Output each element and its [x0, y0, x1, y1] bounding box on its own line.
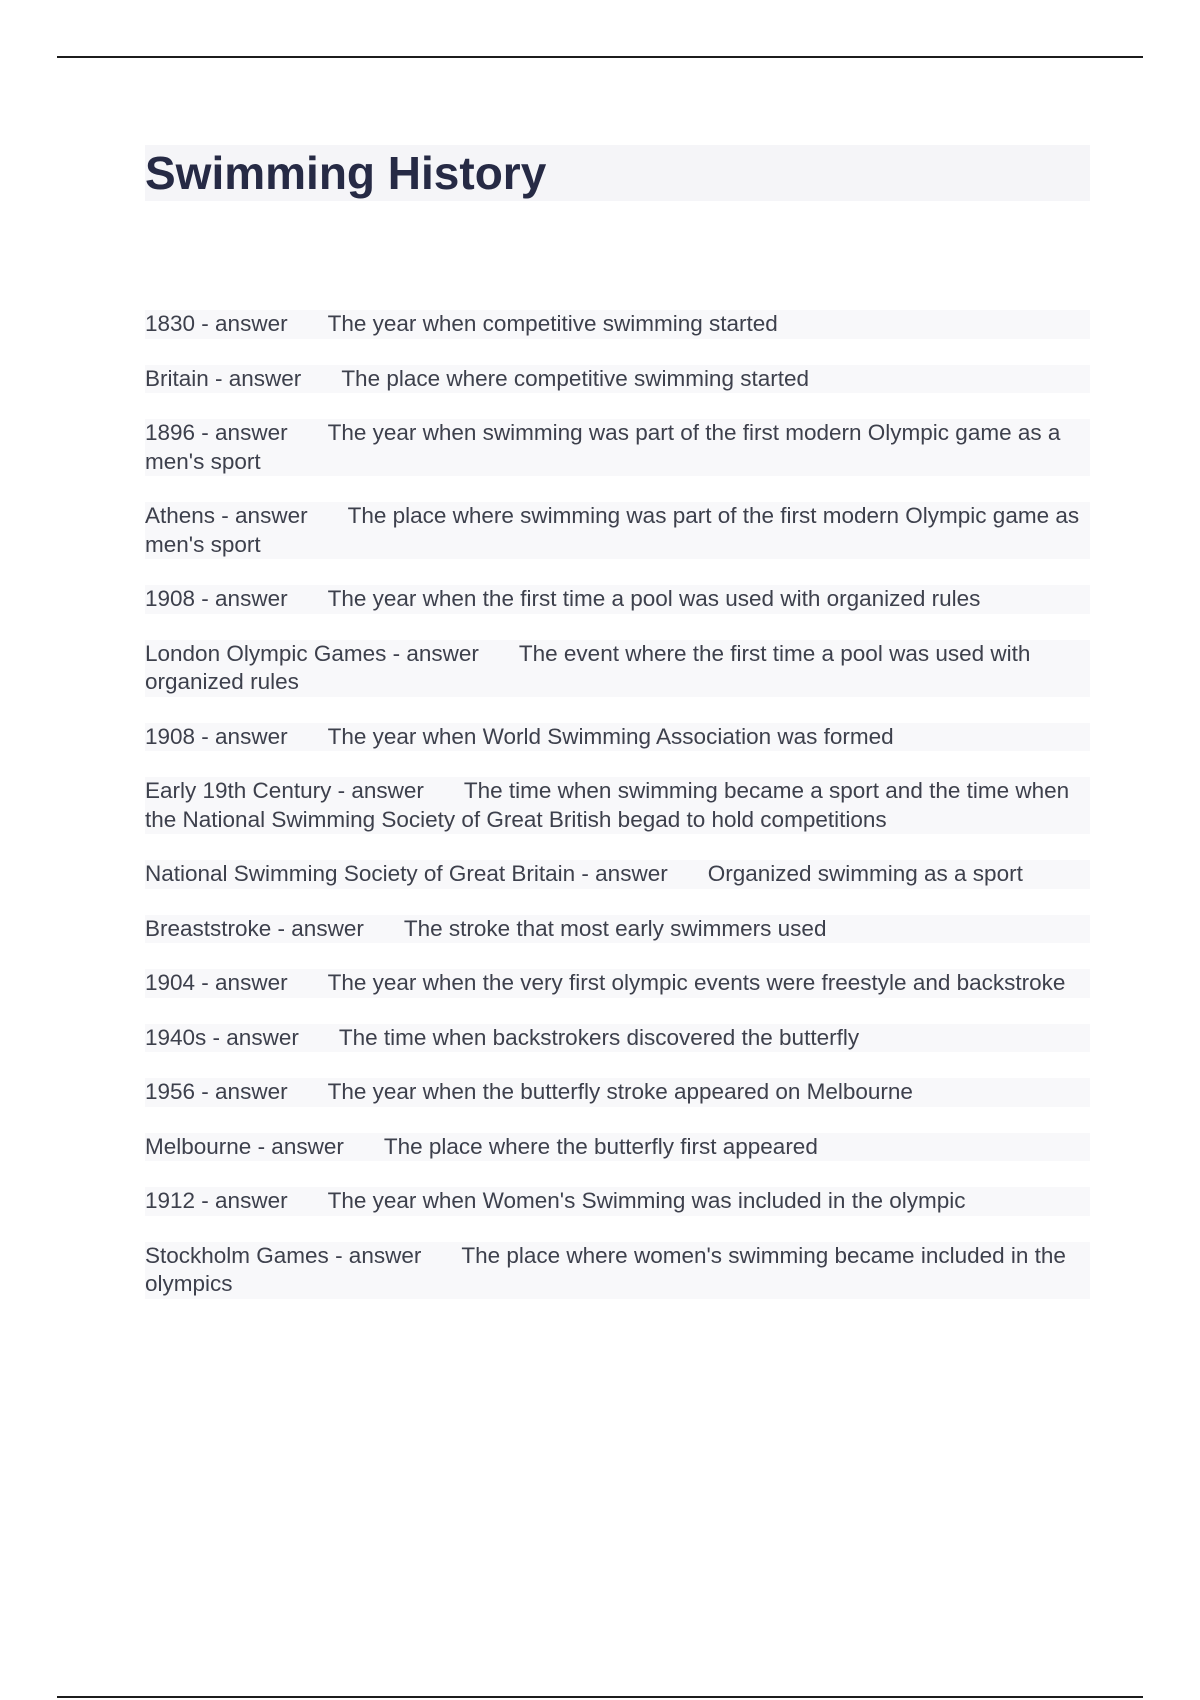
flashcard-definition: Organized swimming as a sport	[707, 861, 1023, 886]
flashcard-definition: The year when World Swimming Association was formed	[327, 723, 894, 749]
top-divider	[57, 56, 1143, 58]
flashcard-definition: The year when the first time a pool was used with organized rules	[327, 586, 981, 611]
page-title: Swimming History	[145, 147, 547, 199]
flashcard-definition: The time when backstrokers discovered the butterfly	[338, 1024, 860, 1050]
flashcard-term: London Olympic Games - answer	[145, 640, 479, 666]
flashcard-term: Athens - answer	[145, 503, 308, 528]
flashcard-definition: The place where swimming was part of the first modern Olympic game as men's sport	[145, 503, 1080, 557]
flashcard-item	[145, 777, 1090, 834]
flashcard-term: 1896 - answer	[145, 420, 288, 445]
flashcard-item	[145, 1133, 1090, 1162]
flashcard-definition: The time when swimming became a sport and the time when the National Swimming Society of Great British begad to hold competitions	[145, 778, 1070, 832]
flashcard-term: Breaststroke - answer	[145, 915, 364, 941]
flashcard-term: Stockholm Games - answer	[145, 1242, 422, 1268]
flashcard-item	[145, 1024, 1090, 1053]
flashcard-definition: The year when the butterfly stroke appeared on Melbourne	[327, 1079, 913, 1104]
flashcard-term: 1956 - answer	[145, 1079, 288, 1104]
flashcard-item	[145, 723, 1090, 752]
flashcard-item	[145, 1078, 1090, 1107]
bottom-divider	[57, 1696, 1143, 1698]
flashcard-definition: The place where women's swimming became included in the olympics	[145, 1242, 1066, 1296]
flashcard-term: 1940s - answer	[145, 1024, 299, 1050]
flashcard-term: Britain - answer	[145, 365, 302, 391]
flashcard-item	[145, 502, 1090, 559]
flashcard-definition: The year when swimming was part of the first modern Olympic game as a men's sport	[145, 420, 1061, 474]
flashcard-term: 1904 - answer	[145, 970, 288, 995]
flashcard-item	[145, 310, 1090, 339]
flashcard-definition: The year when competitive swimming started	[327, 311, 778, 336]
flashcard-item	[145, 1242, 1090, 1299]
flashcard-item	[145, 969, 1090, 998]
flashcard-item	[145, 585, 1090, 614]
flashcard-definition: The place where the butterfly first appeared	[383, 1133, 818, 1159]
flashcard-item	[145, 915, 1090, 944]
flashcard-definition: The stroke that most early swimmers used	[403, 915, 827, 941]
flashcard-definition: The year when Women's Swimming was included in the olympic	[327, 1188, 966, 1213]
flashcard-definition: The place where competitive swimming started	[341, 365, 810, 391]
flashcard-term: 1830 - answer	[145, 311, 288, 336]
flashcard-item	[145, 365, 1090, 394]
flashcard-term: National Swimming Society of Great Britain - answer	[145, 861, 668, 886]
flashcard-definition: The year when the very first olympic events were freestyle and backstroke	[327, 970, 1066, 995]
flashcard-item	[145, 1187, 1090, 1216]
flashcard-item	[145, 419, 1090, 476]
flashcard-term: 1912 - answer	[145, 1188, 288, 1213]
flashcard-item	[145, 860, 1090, 889]
flashcard-term: Melbourne - answer	[145, 1133, 344, 1159]
flashcard-definition: The event where the first time a pool was used with organized rules	[145, 640, 1031, 694]
flashcard-term: 1908 - answer	[145, 723, 288, 749]
flashcard-list	[145, 310, 1090, 1325]
flashcard-term: 1908 - answer	[145, 586, 288, 611]
flashcard-item	[145, 640, 1090, 697]
flashcard-term: Early 19th Century - answer	[145, 778, 424, 803]
